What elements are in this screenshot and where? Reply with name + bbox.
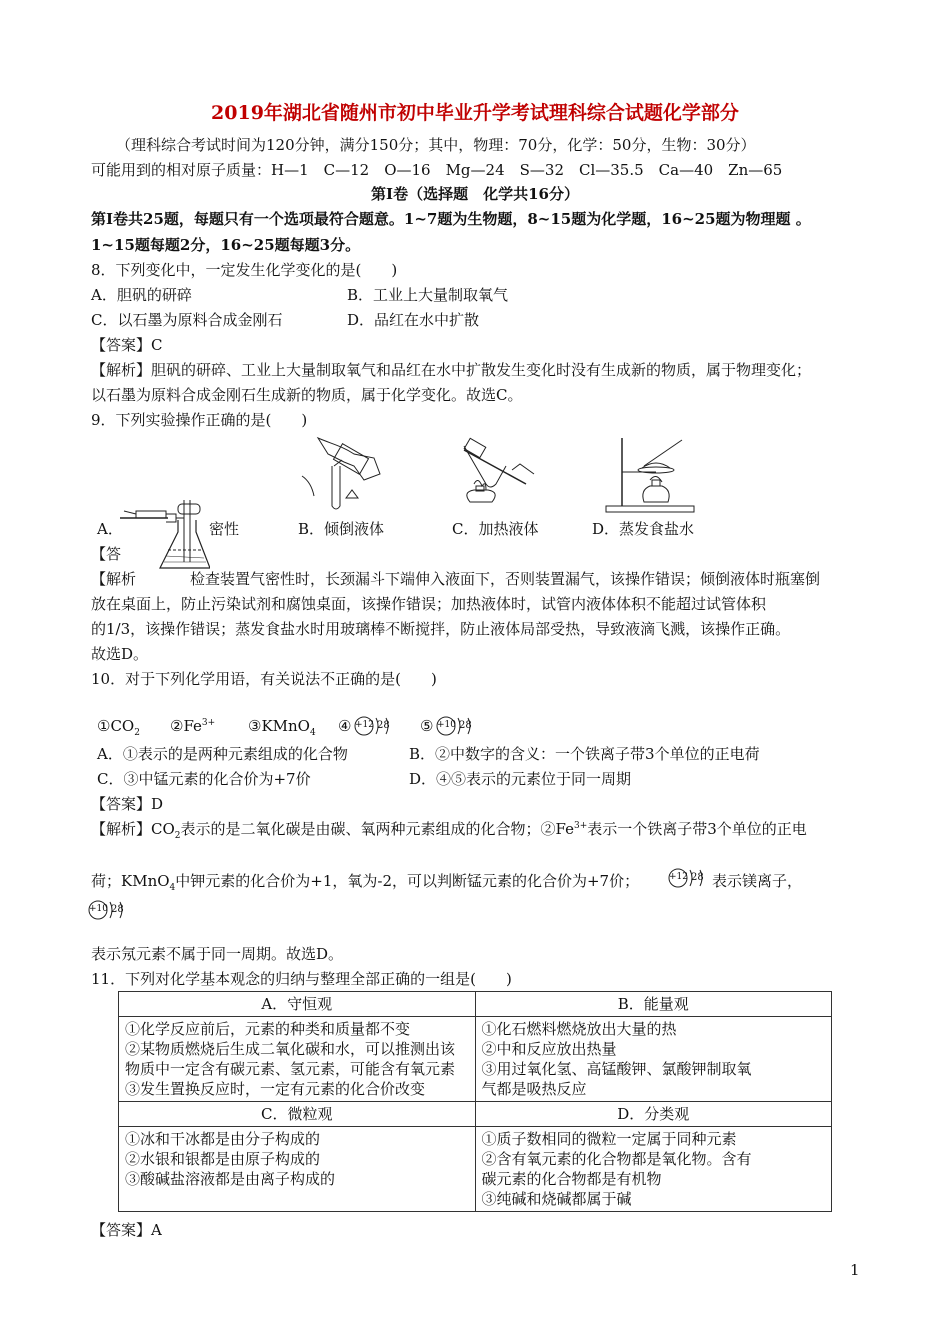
q10-analysis-1: 【解析】$CO_2$表示的是二氧化碳是由碳、氧两种元素组成的化合物；$②Fe^{3+}$表示一个铁离子带3个单位的正电 [91, 820, 807, 841]
ne-atom-structure-diagram: +10 28 [436, 714, 482, 742]
q11-head-b: B．能量观 [475, 992, 832, 1017]
q8-option-c: C．以石墨为原料合成金刚石 [91, 311, 283, 329]
atomic-masses: 可能用到的相对原子质量：H—1 C—12 O—16 Mg—24 S—32 Cl—35.5 Ca—40 Zn—65 [91, 161, 783, 179]
q10-analysis-2-tail: 表示镁离子， [712, 872, 803, 890]
q9-analysis-4: 故选D。 [91, 645, 149, 663]
q9-analysis-2: 放在桌面上，防止污染试剂和腐蚀桌面，该操作错误；加热液体时，试管内液体体积不能超过试管体积 [91, 595, 767, 613]
q9-option-a-label: A． [97, 520, 123, 538]
q9-analysis-1: 检查装置气密性时，长颈漏斗下端伸入液面下，否则装置漏气，该操作错误；倾倒液体时瓶塞倒 [190, 570, 821, 588]
ne-atom-inline-diagram: +10 28 [88, 898, 134, 928]
q9-answer: 【答 [91, 545, 122, 563]
q11-cell-c: ①冰和干冰都是由分子构成的 ②水银和银都是由原子构成的 ③酸碱盐溶液都是由离子构成的 [119, 1127, 476, 1212]
airtightness-check-figure [118, 498, 210, 576]
q9-analysis-head: 【解析 [91, 570, 137, 588]
q11-head-c: C．微粒观 [119, 1102, 476, 1127]
q10-analysis-3: 表示氖元素不属于同一周期。故选D。 [91, 945, 344, 963]
q9-option-d: D．蒸发食盐水 [592, 520, 695, 538]
q8-answer: 【答案】C [91, 336, 163, 354]
q9-option-c: C．加热液体 [452, 520, 539, 538]
q8-analysis-1: 【解析】胆矾的研碎、工业上大量制取氧气和品红在水中扩散发生变化时没有生成新的物质，属于物理变化； [91, 361, 812, 379]
evaporation-figure [604, 436, 696, 514]
q11-table [118, 991, 832, 1212]
q10-symbol-5: ⑤ [420, 717, 434, 735]
q10-option-a: A．①表示的是两种元素组成的化合物 [97, 745, 348, 763]
q10-symbol-co2: $①CO_2$ [97, 717, 140, 738]
q10-symbol-kmno4: ③KMnO$_4$ [248, 717, 316, 738]
q8-option-b: B．工业上大量制取氧气 [347, 286, 509, 304]
q10-option-d: D．④⑤表示的元素位于同一周期 [409, 770, 632, 788]
q10-answer: 【答案】D [91, 795, 164, 813]
q9-stem: 9．下列实验操作正确的是( ) [91, 411, 308, 429]
q11-answer: 【答案】A [91, 1221, 162, 1239]
q9-option-a-tail: 密性 [209, 520, 240, 538]
page-number: 1 [850, 1261, 860, 1279]
q11-cell-b: ①化石燃料燃烧放出大量的热 ②中和反应放出热量 ③用过氧化氢、高锰酸钾、氯酸钾制取氧 气都是吸热反应 [475, 1017, 832, 1102]
q10-stem: 10．对于下列化学用语，有关说法不正确的是( ) [91, 670, 437, 688]
exam-subtitle: （理科综合考试时间为120分钟，满分150分；其中，物理：70分，化学：50分，生物：30分） [116, 136, 756, 154]
section-title: 第Ⅰ卷（选择题 化学共16分） [371, 185, 579, 203]
q10-analysis-2: 荷；KMnO$_4$中钾元素的化合价为+1，氧为-2，可以判断锰元素的化合价为+7价； [91, 872, 640, 893]
q11-head-d: D．分类观 [475, 1102, 832, 1127]
q11-cell-d: ①质子数相同的微粒一定属于同种元素 ②含有氧元素的化合物都是氧化物。含有 碳元素的化合物都是有机物 ③纯碱和烧碱都属于碱 [475, 1127, 832, 1212]
heating-liquid-figure [456, 436, 542, 514]
q8-option-a: A．胆矾的研碎 [91, 286, 192, 304]
q9-option-b: B．倾倒液体 [298, 520, 385, 538]
instructions-line-1: 第Ⅰ卷共25题，每题只有一个选项最符合题意。1~7题为生物题，8~15题为化学题，16~25题为物理题 。 [91, 210, 811, 228]
q8-analysis-2: 以石墨为原料合成金刚石生成新的物质，属于化学变化。故选C。 [91, 386, 523, 404]
q9-analysis-3: 的1/3，该操作错误；蒸发食盐水时用玻璃棒不断搅拌，防止液体局部受热，导致液滴飞溅，该操作正确。 [91, 620, 791, 638]
q11-head-a: A．守恒观 [119, 992, 476, 1017]
q10-symbol-4: ④ [338, 717, 352, 735]
q11-stem: 11．下列对化学基本观念的归纳与整理全部正确的一组是( ) [91, 970, 512, 988]
q10-symbol-fe3: $②Fe^{3+}$ [170, 717, 216, 735]
pouring-liquid-figure [298, 436, 384, 514]
q10-option-c: C．③中锰元素的化合价为+7价 [97, 770, 311, 788]
q10-option-b: B．②中数字的含义：一个铁离子带3个单位的正电荷 [409, 745, 760, 763]
mg-ion-inline-diagram: +12 28 [668, 866, 714, 894]
q11-cell-a: ①化学反应前后，元素的种类和质量都不变 ②某物质燃烧后生成二氧化碳和水，可以推测出该 物质中一定含有碳元素、氢元素，可能含有氧元素 ③发生置换反应时，一定有元素的化合价改变 [119, 1017, 476, 1102]
mg-ion-structure-diagram: +12 28 [354, 714, 400, 742]
q8-option-d: D．品红在水中扩散 [347, 311, 480, 329]
instructions-line-2: 1~15题每题2分，16~25题每题3分。 [91, 236, 361, 254]
page-title: 2019年湖北省随州市初中毕业升学考试理科综合试题化学部分 [211, 102, 739, 124]
q8-stem: 8．下列变化中，一定发生化学变化的是( ) [91, 261, 398, 279]
